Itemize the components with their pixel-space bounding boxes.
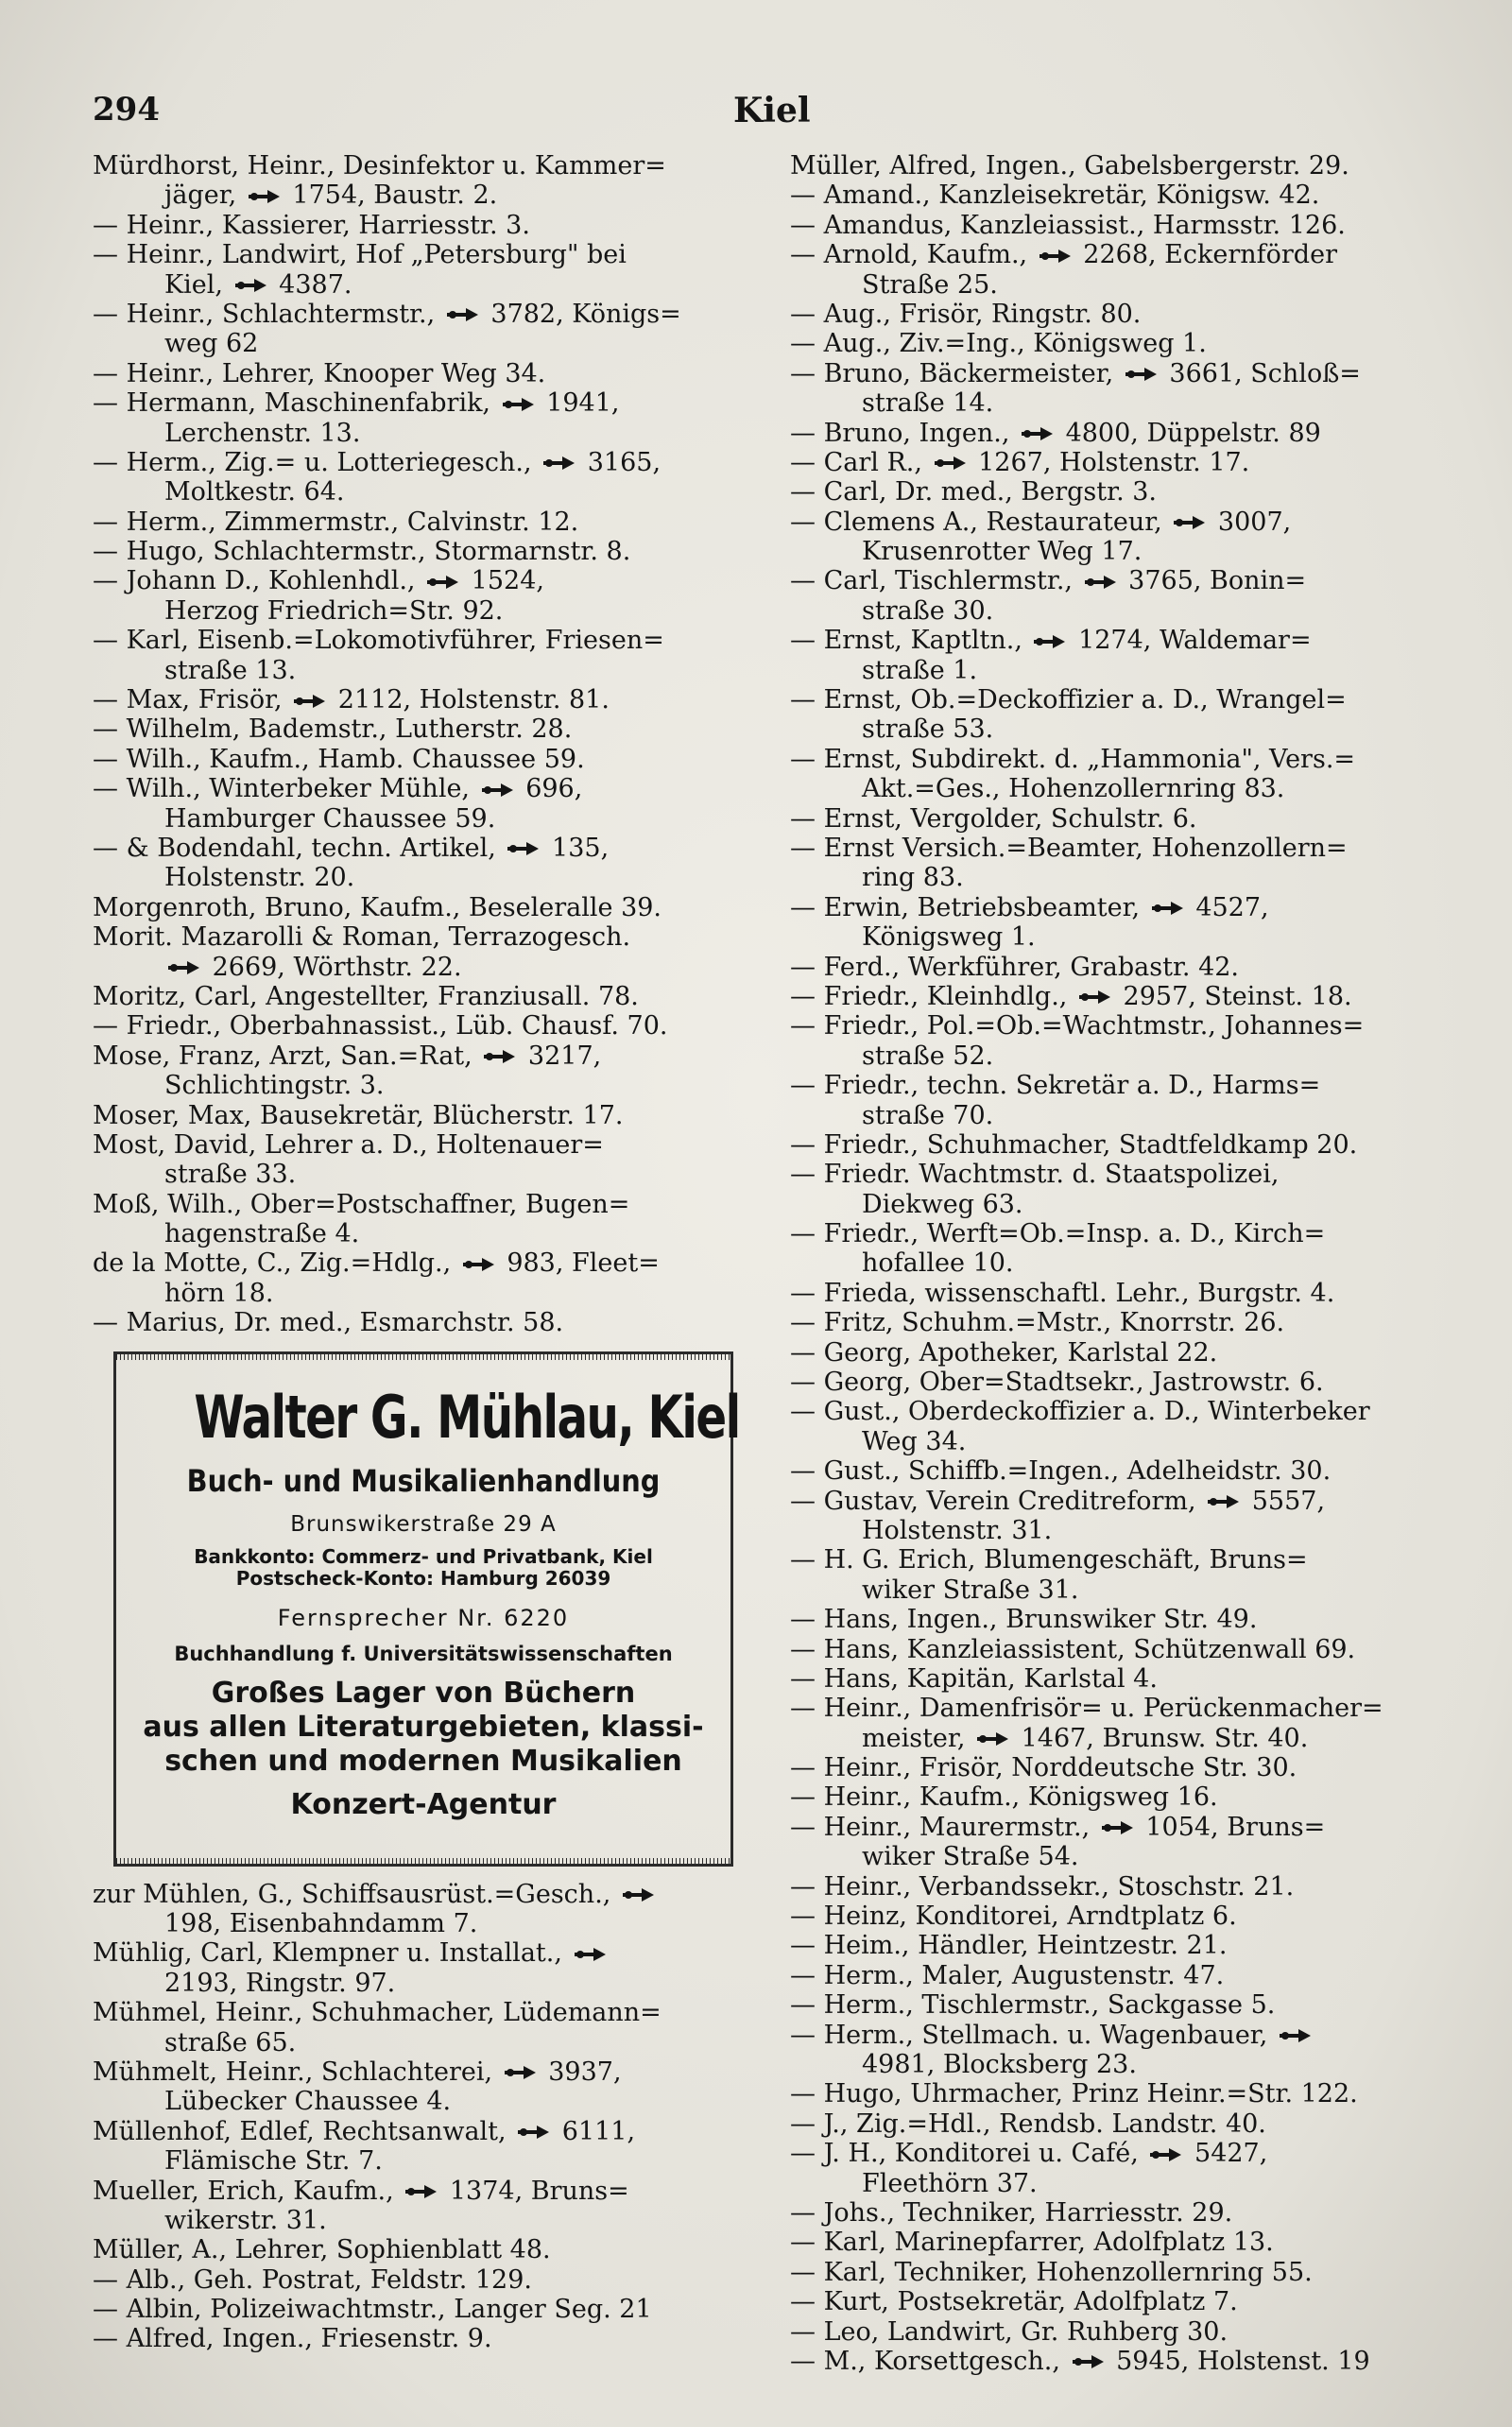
entry-line: — Ernst, Kaptltn., 1274, Waldemar=	[790, 626, 1312, 656]
telephone-symbol-icon	[1073, 2354, 1105, 2369]
directory-entry	[790, 2139, 1467, 2198]
ad-agency: Konzert-Agentur	[290, 1787, 557, 1821]
telephone-symbol-icon	[447, 307, 479, 322]
entry-continuation-line: weg 62	[164, 329, 259, 359]
entry-line: — Herm., Stellmach. u. Wagenbauer,	[790, 2021, 1467, 2050]
directory-entry	[790, 359, 1467, 419]
left-column	[93, 151, 764, 2354]
directory-entry	[790, 181, 1467, 210]
telephone-symbol-icon	[575, 1947, 607, 1962]
directory-entry	[790, 953, 1467, 982]
entry-line: Morit. Mazarolli & Roman, Terrazogesch.	[93, 922, 631, 953]
entry-continuation-line: straße 65.	[164, 2027, 297, 2057]
directory-entry	[790, 1990, 1467, 2020]
entry-line: — Ernst, Subdirekt. d. „Hammonia", Vers.=	[790, 744, 1356, 774]
entry-line: Mühmel, Heinr., Schuhmacher, Lüdemann=	[93, 1998, 662, 2028]
telephone-symbol-icon	[1034, 634, 1066, 649]
directory-entry	[790, 1071, 1467, 1130]
running-head: Kiel	[733, 91, 811, 130]
entry-continuation-line: straße 33.	[164, 1160, 297, 1190]
entry-continuation-line: 198, Eisenbahndamm 7.	[164, 1909, 478, 1939]
directory-entry	[790, 626, 1467, 685]
entry-line: — J. H., Konditorei u. Café, 5427,	[790, 2139, 1268, 2169]
page-number: 294	[93, 91, 160, 129]
directory-entry	[790, 1545, 1467, 1605]
entry-line: — Heim., Händler, Heintzestr. 21.	[790, 1931, 1228, 1961]
directory-entry	[790, 1694, 1467, 1753]
directory-entry	[790, 1961, 1467, 1990]
entry-line: — Carl R., 1267, Holstenstr. 17.	[790, 447, 1250, 477]
ad-business-type: Buch- und Musikalienhandlung	[186, 1462, 661, 1499]
entry-continuation-line: Weg 34.	[862, 1426, 967, 1456]
entry-line: — Herm., Zig.= u. Lotteriegesch., 3165,	[93, 447, 662, 477]
entry-continuation-line: Königsweg 1.	[862, 922, 1036, 953]
entry-line: — Herm., Tischlermstr., Sackgasse 5.	[790, 1990, 1276, 2021]
entry-line: — Alb., Geh. Postrat, Feldstr. 129.	[93, 2264, 532, 2295]
directory-entry	[790, 448, 1467, 477]
ad-stock-text	[129, 1677, 717, 1779]
directory-entry	[790, 982, 1467, 1011]
directory-entry	[790, 419, 1467, 448]
telephone-symbol-icon	[503, 397, 535, 412]
entry-line: — Georg, Apotheker, Karlstal 22.	[790, 1337, 1218, 1368]
directory-entry	[93, 2265, 764, 2295]
entry-line: — Friedr., Werft=Ob.=Insp. a. D., Kirch=	[790, 1219, 1326, 1249]
entry-line: — Heinr., Lehrer, Knooper Weg 34.	[93, 358, 546, 388]
entry-line: — Ernst, Ob.=Deckoffizier a. D., Wrangel=	[790, 685, 1347, 715]
entry-continuation-line: Holstenstr. 20.	[164, 863, 355, 893]
directory-entry	[790, 745, 1467, 804]
telephone-symbol-icon	[935, 456, 967, 471]
directory-entry	[790, 1753, 1467, 1782]
entry-line: — Johs., Techniker, Harriesstr. 29.	[790, 2197, 1233, 2228]
directory-entry	[790, 1931, 1467, 1960]
directory-entry	[93, 508, 764, 537]
ad-stock-line: schen und modernen Musikalien	[164, 1744, 682, 1778]
entry-line: — Wilh., Kaufm., Hamb. Chaussee 59.	[93, 744, 585, 774]
directory-entry	[790, 1011, 1467, 1071]
telephone-symbol-icon	[484, 1049, 516, 1064]
entry-continuation-line: hörn 18.	[164, 1278, 274, 1308]
entry-line: Müllenhof, Edlef, Rechtsanwalt, 6111,	[93, 2116, 636, 2146]
entry-line: Mose, Franz, Arzt, San.=Rat, 3217,	[93, 1041, 602, 1071]
entry-line: — Aug., Frisör, Ringstr. 80.	[790, 299, 1142, 329]
entry-line: — Heinr., Kaufm., Königsweg 16.	[790, 1782, 1218, 1813]
directory-entry	[93, 1248, 764, 1308]
entry-line: — Carl, Dr. med., Bergstr. 3.	[790, 477, 1157, 508]
directory-entry	[790, 566, 1467, 626]
entry-line: — Wilhelm, Bademstr., Lutherstr. 28.	[93, 714, 573, 745]
entry-line: — J., Zig.=Hdl., Rendsb. Landstr. 40.	[790, 2109, 1266, 2139]
ad-bank-info	[129, 1546, 717, 1590]
telephone-symbol-icon	[1174, 515, 1206, 530]
entry-line: — Max, Frisör, 2112, Holstenstr. 81.	[93, 685, 610, 715]
entry-line: — Amandus, Kanzleiassist., Harmsstr. 126.	[790, 210, 1346, 240]
entry-line: — Albin, Polizeiwachtmstr., Langer Seg. 21	[93, 2295, 652, 2325]
directory-entry	[790, 1308, 1467, 1337]
directory-entry	[790, 893, 1467, 953]
directory-entry	[93, 388, 764, 448]
entry-continuation-line: straße 13.	[164, 655, 297, 685]
directory-entry	[93, 1998, 764, 2057]
telephone-symbol-icon	[1022, 426, 1054, 441]
directory-entry	[93, 774, 764, 834]
entry-line: — Fritz, Schuhm.=Mstr., Knorrstr. 26.	[790, 1308, 1285, 1338]
entry-line: — Friedr., Kleinhdlg., 2957, Steinst. 18.	[790, 981, 1352, 1011]
directory-entry	[790, 477, 1467, 507]
entry-continuation-line: meister, 1467, Brunsw. Str. 40.	[862, 1723, 1309, 1753]
directory-entry	[790, 2228, 1467, 2257]
entry-continuation-line: straße 70.	[862, 1100, 994, 1130]
entry-continuation-line: Akt.=Ges., Hohenzollernring 83.	[862, 774, 1285, 804]
directory-entry	[93, 685, 764, 714]
telephone-symbol-icon	[507, 841, 540, 856]
entry-line: — Herm., Zimmermstr., Calvinstr. 12.	[93, 507, 579, 537]
entry-continuation-line: Fleethörn 37.	[862, 2168, 1038, 2198]
entry-line: — Kurt, Postsekretär, Adolfplatz 7.	[790, 2287, 1238, 2317]
directory-entry	[93, 1011, 764, 1041]
telephone-symbol-icon	[1079, 990, 1111, 1005]
entry-line: — Heinr., Landwirt, Hof „Petersburg" bei	[93, 240, 627, 270]
directory-entry	[93, 834, 764, 893]
ad-bank-line: Bankkonto: Commerz- und Privatbank, Kiel	[194, 1544, 653, 1568]
entry-line: — Heinr., Frisör, Norddeutsche Str. 30.	[790, 1753, 1297, 1783]
entry-line: Mühlig, Carl, Klempner u. Installat.,	[93, 1938, 764, 1968]
ad-phone: Fernsprecher Nr. 6220	[277, 1604, 570, 1631]
directory-entry	[790, 2317, 1467, 2347]
directory-entry	[93, 211, 764, 240]
entry-line: Moritz, Carl, Angestellter, Franziusall. 78.	[93, 981, 639, 1011]
entry-line: Müller, A., Lehrer, Sophienblatt 48.	[93, 2235, 551, 2265]
entry-continuation-line: Diekweg 63.	[862, 1189, 1023, 1219]
entry-line: — Hans, Ingen., Brunswiker Str. 49.	[790, 1605, 1258, 1635]
entry-continuation-line: jäger, 1754, Baustr. 2.	[164, 181, 498, 211]
entry-line: — Hans, Kapitän, Karlstal 4.	[790, 1663, 1158, 1694]
directory-entry	[93, 1880, 764, 1939]
directory-entry	[93, 240, 764, 300]
directory-entry	[93, 566, 764, 626]
directory-entry	[93, 2235, 764, 2264]
directory-entry	[93, 2177, 764, 2236]
entry-line: — Leo, Landwirt, Gr. Ruhberg 30.	[790, 2316, 1228, 2347]
entry-line: — Alfred, Ingen., Friesenstr. 9.	[93, 2324, 492, 2354]
page-header	[0, 91, 1512, 138]
entry-line: — Ernst, Vergolder, Schulstr. 6.	[790, 803, 1197, 834]
directory-entry	[93, 2295, 764, 2324]
directory-entry	[93, 922, 764, 982]
entry-line: — Karl, Marinepfarrer, Adolfplatz 13.	[790, 2228, 1274, 2258]
entry-line: — Amand., Kanzleisekretär, Königsw. 42.	[790, 181, 1320, 211]
directory-entry	[93, 626, 764, 685]
entry-continuation-line: Straße 25.	[862, 269, 998, 300]
directory-entry	[790, 240, 1467, 300]
entry-continuation-line: straße 52.	[862, 1041, 994, 1071]
entry-line: — H. G. Erich, Blumengeschäft, Bruns=	[790, 1545, 1308, 1575]
directory-entry	[93, 1190, 764, 1249]
directory-entry	[93, 2324, 764, 2353]
directory-entry	[790, 1219, 1467, 1279]
directory-entry	[790, 834, 1467, 893]
entry-continuation-line: hagenstraße 4.	[164, 1219, 360, 1249]
entry-line: zur Mühlen, G., Schiffsausrüst.=Gesch.,	[93, 1880, 764, 1909]
entry-continuation-line: hofallee 10.	[862, 1248, 1014, 1279]
entry-line: Mueller, Erich, Kaufm., 1374, Bruns=	[93, 2176, 629, 2206]
entry-continuation-line: wikerstr. 31.	[164, 2205, 327, 2235]
entry-continuation-line: straße 53.	[862, 714, 994, 745]
entry-continuation-line: 2669, Wörthstr. 22.	[93, 953, 764, 982]
directory-entry	[93, 893, 764, 922]
directory-entry	[93, 359, 764, 388]
directory-entry	[790, 2287, 1467, 2316]
telephone-symbol-icon	[294, 694, 326, 709]
telephone-symbol-icon	[427, 575, 459, 590]
entry-continuation-line: Lübecker Chaussee 4.	[164, 2087, 452, 2117]
directory-entry	[790, 2347, 1467, 2376]
entry-line: — Friedr., Pol.=Ob.=Wachtmstr., Johannes=	[790, 1011, 1365, 1041]
entry-line: — Frieda, wissenschaftl. Lehr., Burgstr. 4.	[790, 1278, 1335, 1308]
entry-line: — Ernst Versich.=Beamter, Hohenzollern=	[790, 833, 1348, 863]
entry-line: — Friedr., Schuhmacher, Stadtfeldkamp 20.	[790, 1129, 1358, 1160]
entry-continuation-line: Kiel, 4387.	[164, 269, 352, 300]
telephone-symbol-icon	[1085, 575, 1117, 590]
directory-entry	[93, 1130, 764, 1190]
entry-line: — Carl, Tischlermstr., 3765, Bonin=	[790, 566, 1307, 596]
directory-entry	[790, 300, 1467, 329]
entry-line: — Marius, Dr. med., Esmarchstr. 58.	[93, 1308, 564, 1338]
entry-line: — Karl, Techniker, Hohenzollernring 55.	[790, 2257, 1313, 2287]
entry-line: — Bruno, Ingen., 4800, Düppelstr. 89	[790, 418, 1321, 448]
entry-line: Mürdhorst, Heinr., Desinfektor u. Kammer=	[93, 151, 666, 181]
directory-entry	[790, 1130, 1467, 1160]
directory-entry	[790, 1279, 1467, 1308]
directory-entry	[93, 300, 764, 359]
entry-line: — Gust., Schiffb.=Ingen., Adelheidstr. 30.	[790, 1456, 1332, 1487]
entry-line: — Heinr., Damenfrisör= u. Perückenmacher=	[790, 1694, 1383, 1724]
directory-entry	[93, 448, 764, 508]
telephone-symbol-icon	[463, 1257, 495, 1272]
telephone-symbol-icon	[1152, 901, 1184, 916]
ad-postal-line: Postscheck-Konto: Hamburg 26039	[235, 1566, 611, 1590]
entry-line: — Gust., Oberdeckoffizier a. D., Winterbeker	[790, 1397, 1370, 1427]
entry-line: — M., Korsettgesch., 5945, Holstenst. 19	[790, 2346, 1370, 2376]
directory-entry	[93, 2117, 764, 2177]
directory-entry	[790, 1397, 1467, 1456]
telephone-symbol-icon	[1150, 2147, 1182, 2162]
entry-continuation-line: straße 1.	[862, 655, 978, 685]
directory-entry	[790, 1338, 1467, 1368]
entry-continuation-line: Moltkestr. 64.	[164, 477, 345, 508]
directory-entry	[790, 151, 1467, 181]
entry-line: Morgenroth, Bruno, Kaufm., Beseleralle 39.	[93, 892, 662, 922]
entry-line: — Johann D., Kohlenhdl., 1524,	[93, 566, 544, 596]
entry-continuation-line: wiker Straße 54.	[862, 1842, 1079, 1872]
directory-entry	[93, 537, 764, 566]
telephone-symbol-icon	[482, 783, 514, 798]
directory-entry	[93, 982, 764, 1011]
entry-line: — Heinz, Konditorei, Arndtplatz 6.	[790, 1902, 1237, 1932]
directory-entry	[790, 1872, 1467, 1902]
entry-line: — Ferd., Werkführer, Grabastr. 42.	[790, 952, 1240, 982]
entry-continuation-line: ring 83.	[862, 863, 964, 893]
entry-line: — Karl, Eisenb.=Lokomotivführer, Friesen=	[93, 626, 664, 656]
entry-continuation-line: 4981, Blocksberg 23.	[862, 2050, 1137, 2079]
ad-bookshop: Buchhandlung f. Universitätswissenschaften	[174, 1642, 673, 1665]
directory-entry	[790, 1902, 1467, 1931]
directory-entry	[790, 1782, 1467, 1812]
telephone-symbol-icon	[1280, 2028, 1312, 2043]
directory-entry	[790, 329, 1467, 358]
directory-entry	[790, 1160, 1467, 1219]
entry-line: — Hugo, Schlachtermstr., Stormarnstr. 8.	[93, 537, 631, 567]
entry-line: — Bruno, Bäckermeister, 3661, Schloß=	[790, 358, 1361, 388]
directory-entry	[93, 745, 764, 774]
ad-company-name: Walter G. Mühlau, Kiel	[194, 1382, 740, 1452]
entry-line: — Hermann, Maschinenfabrik, 1941,	[93, 388, 620, 419]
directory-entry	[790, 1664, 1467, 1694]
directory-entry	[790, 2021, 1467, 2080]
ad-stock-line: aus allen Literaturgebieten, klassi-	[143, 1710, 704, 1744]
entry-continuation-line: Krusenrotter Weg 17.	[862, 537, 1143, 567]
telephone-symbol-icon	[1208, 1494, 1240, 1509]
entry-continuation-line: Flämische Str. 7.	[164, 2146, 383, 2177]
telephone-symbol-icon	[235, 278, 267, 293]
directory-entry	[93, 1308, 764, 1337]
entry-line: Müller, Alfred, Ingen., Gabelsbergerstr. 29.	[790, 151, 1349, 181]
entry-continuation-line: Lerchenstr. 13.	[164, 418, 361, 448]
entry-line: — Herm., Maler, Augustenstr. 47.	[790, 1960, 1225, 1990]
entry-line: Moß, Wilh., Ober=Postschaffner, Bugen=	[93, 1189, 630, 1219]
entry-line: — Gustav, Verein Creditreform, 5557,	[790, 1486, 1326, 1516]
telephone-symbol-icon	[518, 2125, 550, 2140]
entry-line: — Friedr., Oberbahnassist., Lüb. Chausf. 70.	[93, 1011, 668, 1041]
telephone-symbol-icon	[623, 1887, 655, 1902]
directory-entry	[790, 2258, 1467, 2287]
entry-line: — Heinr., Schlachtermstr., 3782, Königs=	[93, 299, 681, 329]
telephone-symbol-icon	[977, 1731, 1009, 1747]
directory-entry	[790, 1635, 1467, 1664]
telephone-symbol-icon	[1102, 1820, 1134, 1835]
telephone-symbol-icon	[505, 2065, 537, 2080]
telephone-symbol-icon	[1040, 249, 1072, 264]
entry-line: — Heinr., Maurermstr., 1054, Bruns=	[790, 1812, 1326, 1842]
directory-entry	[93, 1101, 764, 1130]
directory-entry	[93, 151, 764, 211]
telephone-symbol-icon	[543, 456, 576, 471]
entry-continuation-line: Herzog Friedrich=Str. 92.	[164, 595, 504, 626]
telephone-symbol-icon	[405, 2184, 438, 2199]
directory-entry	[790, 804, 1467, 834]
entry-continuation-line: 2193, Ringstr. 97.	[164, 1968, 396, 1998]
directory-entry	[790, 211, 1467, 240]
entry-continuation-line: wiker Straße 31.	[862, 1575, 1079, 1605]
directory-entry	[790, 685, 1467, 745]
directory-entry	[93, 714, 764, 744]
telephone-symbol-icon	[249, 189, 281, 204]
entry-line: — Wilh., Winterbeker Mühle, 696,	[93, 774, 583, 804]
directory-entry	[790, 1487, 1467, 1546]
entry-line: Mühmelt, Heinr., Schlachterei, 3937,	[93, 2057, 622, 2087]
directory-entry	[93, 1938, 764, 1998]
entry-line: — Friedr. Wachtmstr. d. Staatspolizei,	[790, 1160, 1280, 1190]
directory-entry	[790, 2109, 1467, 2139]
directory-entry	[790, 2198, 1467, 2228]
entry-line: de la Motte, C., Zig.=Hdlg., 983, Fleet=	[93, 1248, 660, 1279]
telephone-symbol-icon	[168, 960, 200, 975]
entry-line: — Aug., Ziv.=Ing., Königsweg 1.	[790, 329, 1207, 359]
entry-continuation-line: straße 30.	[862, 595, 994, 626]
entry-continuation-line: Schlichtingstr. 3.	[164, 1071, 385, 1101]
ad-address: Brunswikerstraße 29 A	[290, 1511, 557, 1537]
entry-line: — & Bodendahl, techn. Artikel, 135,	[93, 833, 610, 863]
directory-entry	[93, 2057, 764, 2117]
entry-line: — Friedr., techn. Sekretär a. D., Harms=	[790, 1071, 1321, 1101]
directory-entry	[790, 1605, 1467, 1634]
entry-line: — Clemens A., Restaurateur, 3007,	[790, 507, 1292, 537]
entry-line: — Georg, Ober=Stadtsekr., Jastrowstr. 6.	[790, 1368, 1324, 1398]
entry-line: — Hans, Kanzleiassistent, Schützenwall 69.	[790, 1634, 1356, 1664]
entry-line: — Heinr., Verbandssekr., Stoschstr. 21.	[790, 1871, 1295, 1902]
entry-line: Most, David, Lehrer a. D., Holtenauer=	[93, 1129, 604, 1160]
entry-line: Moser, Max, Bausekretär, Blücherstr. 17.	[93, 1100, 624, 1130]
entry-line: — Arnold, Kaufm., 2268, Eckernförder	[790, 240, 1337, 270]
directory-entry	[93, 1041, 764, 1101]
entry-continuation-line: Hamburger Chaussee 59.	[164, 803, 496, 834]
directory-entry	[790, 508, 1467, 567]
entry-continuation-line: straße 14.	[862, 388, 994, 419]
directory-entry	[790, 1368, 1467, 1397]
entry-line: — Erwin, Betriebsbeamter, 4527,	[790, 892, 1269, 922]
entry-line: — Heinr., Kassierer, Harriesstr. 3.	[93, 210, 530, 240]
directory-entry	[790, 1456, 1467, 1486]
advertisement-box	[113, 1351, 740, 1867]
entry-line: — Hugo, Uhrmacher, Prinz Heinr.=Str. 122.	[790, 2079, 1358, 2109]
right-column	[790, 151, 1467, 2376]
telephone-symbol-icon	[1125, 367, 1158, 382]
directory-entry	[790, 1813, 1467, 1872]
directory-entry	[790, 2079, 1467, 2109]
entry-continuation-line: Holstenstr. 31.	[862, 1515, 1053, 1545]
ad-stock-line: Großes Lager von Büchern	[211, 1676, 636, 1710]
